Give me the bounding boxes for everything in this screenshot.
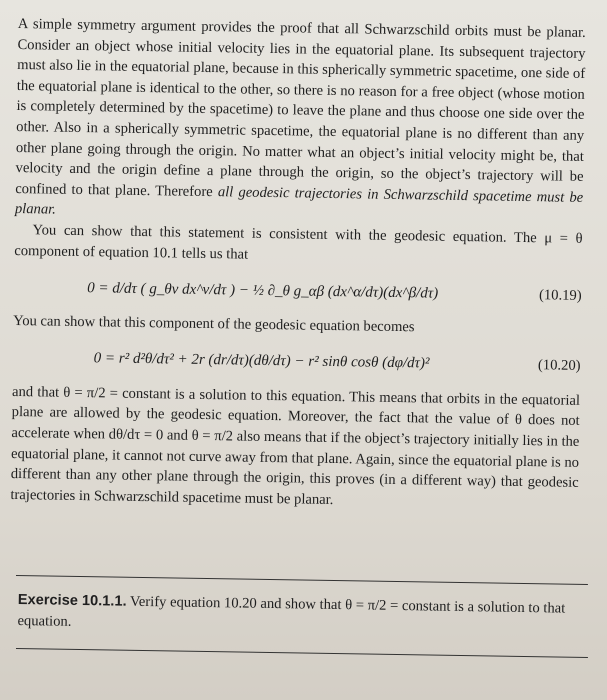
- equation-10-20: [12, 340, 580, 385]
- equation-10-19-body: 0 = d/dτ ( g_θν dx^ν/dτ ) − ½ ∂_θ g_αβ (dx^α/dτ)(dx^β/dτ): [87, 279, 439, 302]
- paragraph-1-emphasis: all geodesic trajectories in Schwarzschild spacetime must be planar.: [14, 183, 584, 218]
- body-text: [10, 14, 586, 514]
- paragraph-1: [15, 14, 586, 229]
- paragraph-4: and that θ = π/2 = constant is a solution to this equation. This means that orbits in the equatorial plane are allowed by the geodesic equation. Moreover, the fact that the value of θ does not accelerate when dθ/dτ = 0 and θ = π/2 also means that if the object’s trajectory initially lies in the equatorial plane, it cannot not curve away from that plane. Again, since the equatorial plane is no different than any other plane through the origin, this proves (in a different way) that geodesic trajectories in Schwarzschild spacetime must be planar.: [10, 383, 581, 508]
- exercise-top-rule: [16, 575, 588, 585]
- exercise-bottom-rule: [16, 648, 588, 658]
- paragraph-2: You can show that this statement is consistent with the geodesic equation. The μ = θ component of equation 10.1 tells us that: [14, 222, 583, 263]
- equation-10-19: [13, 269, 581, 314]
- exercise-text: Verify equation 10.20 and show that θ = π/2 = constant is a solution to that equation.: [17, 593, 566, 630]
- equation-10-19-number: (10.19): [538, 287, 582, 304]
- exercise-label: Exercise 10.1.1.: [17, 591, 127, 610]
- exercise-block: [17, 590, 584, 640]
- paragraph-1-text: A simple symmetry argument provides the proof that all Schwarzschild orbits must be planar. Consider an object whose initial velocity lies in the equatorial plane. Its subsequent trajectory must also lie in the equatorial plane, because in this spherically symmetric spacetime, one side of the equatorial plane is identical to the other, so there is no reason for a free object (whose motion is completely determined by the spacetime) to leave the plane and thus choose one side over the other. Also in a spherically symmetric spacetime, the equatorial plane is no different than any other plane going through the origin. No matter what an object’s initial velocity might be, that velocity and the origin define a plane through the origin, so the object’s trajectory will be confined to that plane. Therefore: [15, 15, 586, 200]
- equation-10-20-body: 0 = r² d²θ/dτ² + 2r (dr/dτ)(dθ/dτ) − r² sinθ cosθ (dφ/dτ)²: [93, 350, 430, 372]
- paragraph-3: You can show that this component of the geodesic equation becomes: [13, 313, 415, 336]
- equation-10-20-number: (10.20): [537, 357, 581, 375]
